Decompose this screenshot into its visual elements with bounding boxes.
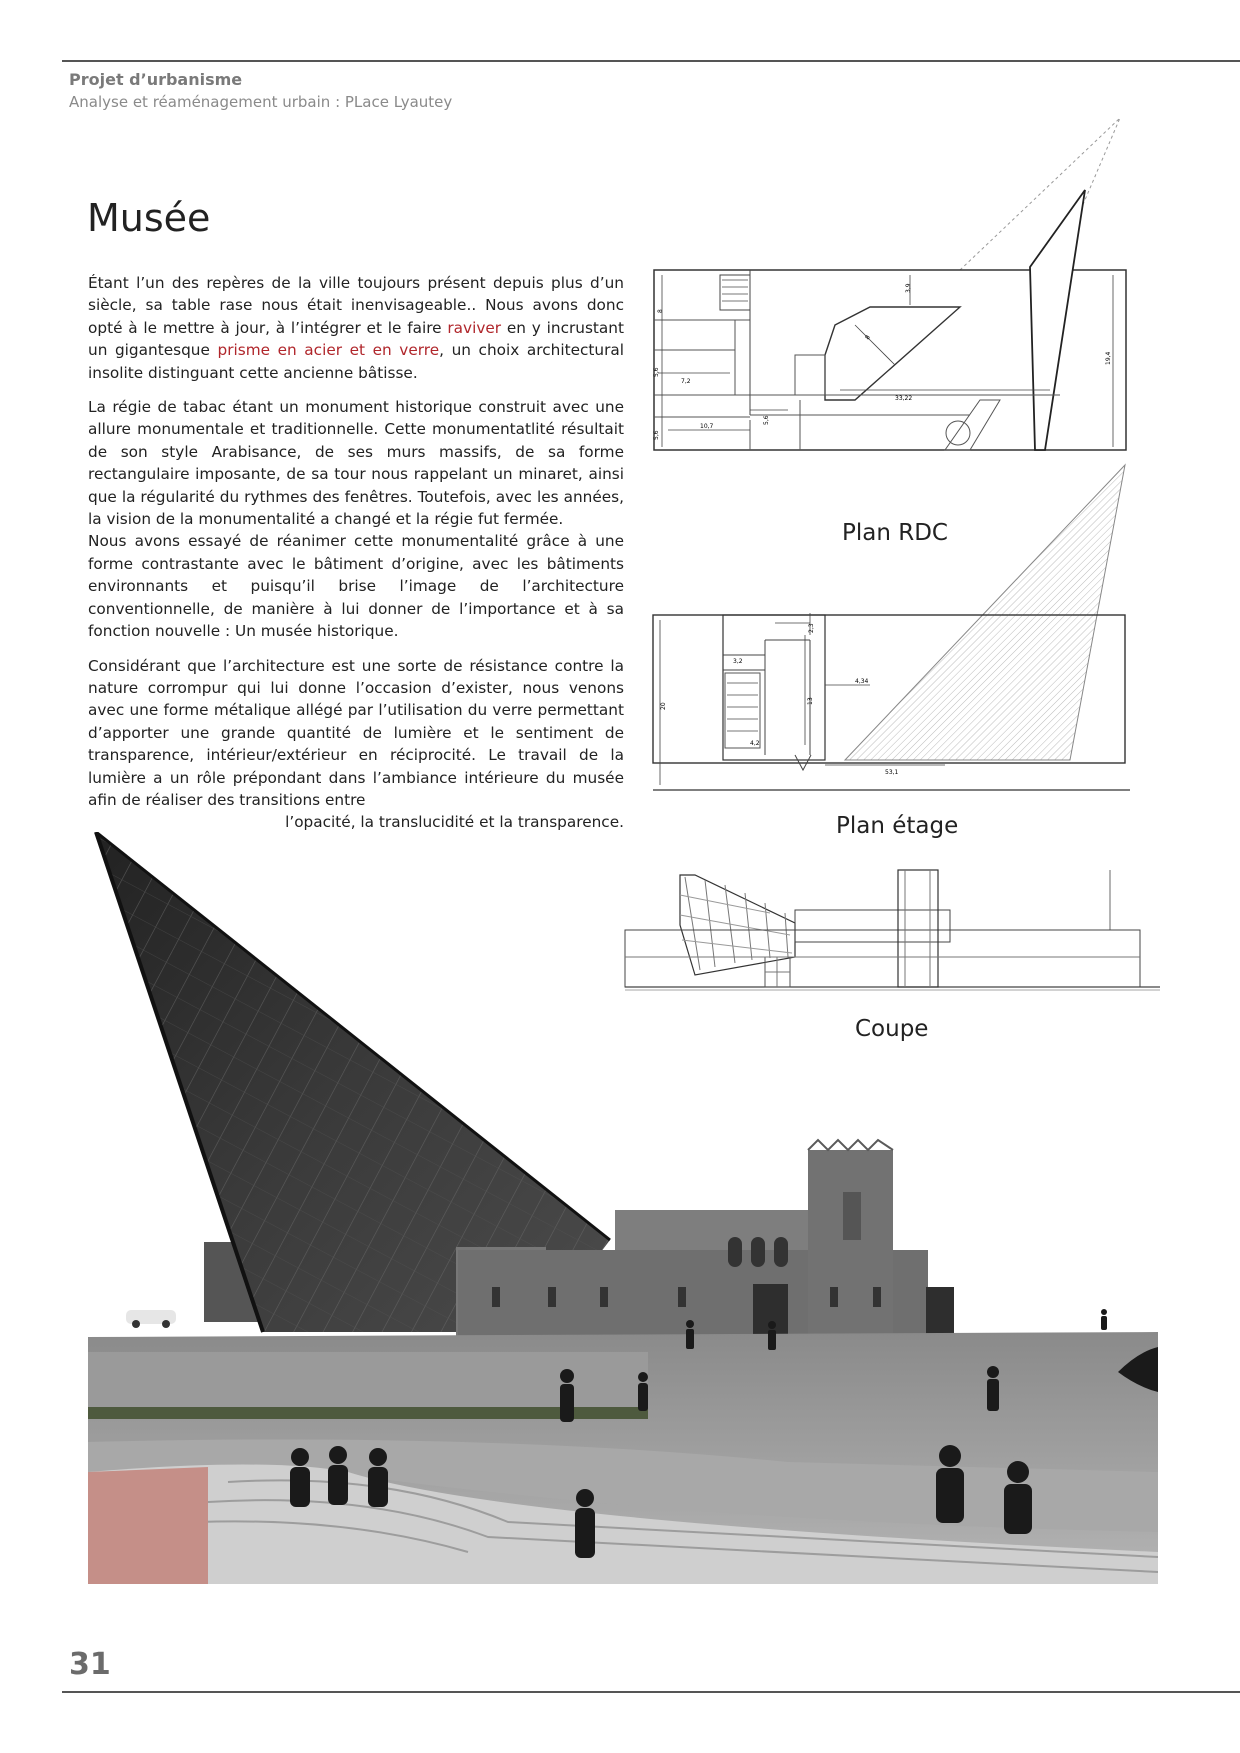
dim-label: 10,7 bbox=[700, 423, 714, 430]
dim-label: 8 bbox=[863, 333, 872, 342]
dim-label: 33,22 bbox=[895, 395, 913, 402]
dim-label: 53,1 bbox=[885, 769, 899, 776]
dim-label: 19,4 bbox=[1105, 351, 1112, 365]
dim-label: 20 bbox=[660, 702, 667, 710]
museum-rendering bbox=[88, 832, 1158, 1584]
highlight-prisme: prisme en acier et en verre bbox=[217, 341, 440, 360]
highlight-raviver: raviver bbox=[447, 318, 502, 337]
dim-label: 3,9 bbox=[905, 283, 912, 293]
minaret-tower bbox=[808, 1150, 893, 1340]
terracotta-steps bbox=[88, 1467, 208, 1584]
dim-label: 8 bbox=[657, 309, 664, 313]
dim-label: 4,34 bbox=[855, 678, 869, 685]
paragraph-3: Nous avons essayé de réanimer cette monumentalité grâce à une forme contrastante avec le bâtiment d’origine, avec les bâtiments environnants et puisqu’il brise l’image de l’architecture conventionnelle, de manière à lui donner de l’importance et à sa fonction nouvelle : Un musée historique. bbox=[88, 532, 624, 641]
dim-label: 3,2 bbox=[733, 658, 743, 665]
plan-rdc-drawing bbox=[640, 115, 1140, 460]
paragraph-4-last-line: l’opacité, la translucidité et la transparence. bbox=[285, 813, 624, 832]
parked-car bbox=[126, 1310, 176, 1328]
dim-label: 5,6 bbox=[653, 430, 660, 440]
header-rule bbox=[62, 60, 1240, 62]
caption-coupe: Coupe bbox=[855, 1016, 929, 1042]
footer-rule bbox=[62, 1691, 1240, 1693]
header-title: Projet d’urbanisme bbox=[69, 70, 243, 89]
dim-label: 2,3 bbox=[808, 623, 815, 633]
dim-label: 5,6 bbox=[763, 415, 770, 425]
page-number: 31 bbox=[69, 1647, 111, 1682]
header-subtitle: Analyse et réaménagement urbain : PLace Lyautey bbox=[69, 93, 453, 111]
paragraph-1-text: Étant l’un des repères de la ville toujours présent depuis plus d’un siècle, sa table rase nous était inenvisageable.. Nous avons donc opté à le mettre à jour, à l’intégrer et le faire bbox=[88, 274, 624, 337]
paragraph-4: Considérant que l’architecture est une sorte de résistance contre la nature corrompur qui lui donne l’occasion d’exister, nous venons avec une forme métalique allégé par l’utilisation du verre permettant d’apporter une grande quantité de lumière et le sentiment de transparence, intérieur/extérieur en réciprocité. Le travail de la lumière a un rôle prépondant dans l’ambiance intérieure du musée afin de réaliser des transitions entre bbox=[88, 656, 624, 809]
dim-label: 7,2 bbox=[681, 378, 691, 385]
plan-etage-drawing bbox=[645, 455, 1135, 800]
caption-plan-etage: Plan étage bbox=[836, 813, 959, 839]
caption-plan-rdc: Plan RDC bbox=[842, 520, 948, 546]
dim-label: 4,2 bbox=[750, 740, 760, 747]
section-title: Musée bbox=[87, 196, 211, 240]
dim-label: 5,6 bbox=[653, 367, 660, 377]
paragraph-1-text-2: en y incrustant un gigantesque bbox=[88, 318, 624, 360]
body-text bbox=[88, 272, 624, 834]
paragraph-1-text-3: , un choix architectural insolite distinguant cette ancienne bâtisse. bbox=[88, 341, 624, 382]
dim-label: 13 bbox=[807, 697, 814, 705]
paragraph-2: La régie de tabac étant un monument historique construit avec une allure monumentale et traditionnelle. Cette monumentatlité résultait de son style Arabisance, de ses murs massifs, de sa forme rectangulaire imposante, de sa tour nous rappelant un minaret, ainsi que la régularité du rythmes des fenêtres. Toutefois, avec les années, la vision de la monumentalité a changé et la régie fut fermée. bbox=[88, 398, 624, 529]
paragraph-1 bbox=[88, 272, 624, 384]
